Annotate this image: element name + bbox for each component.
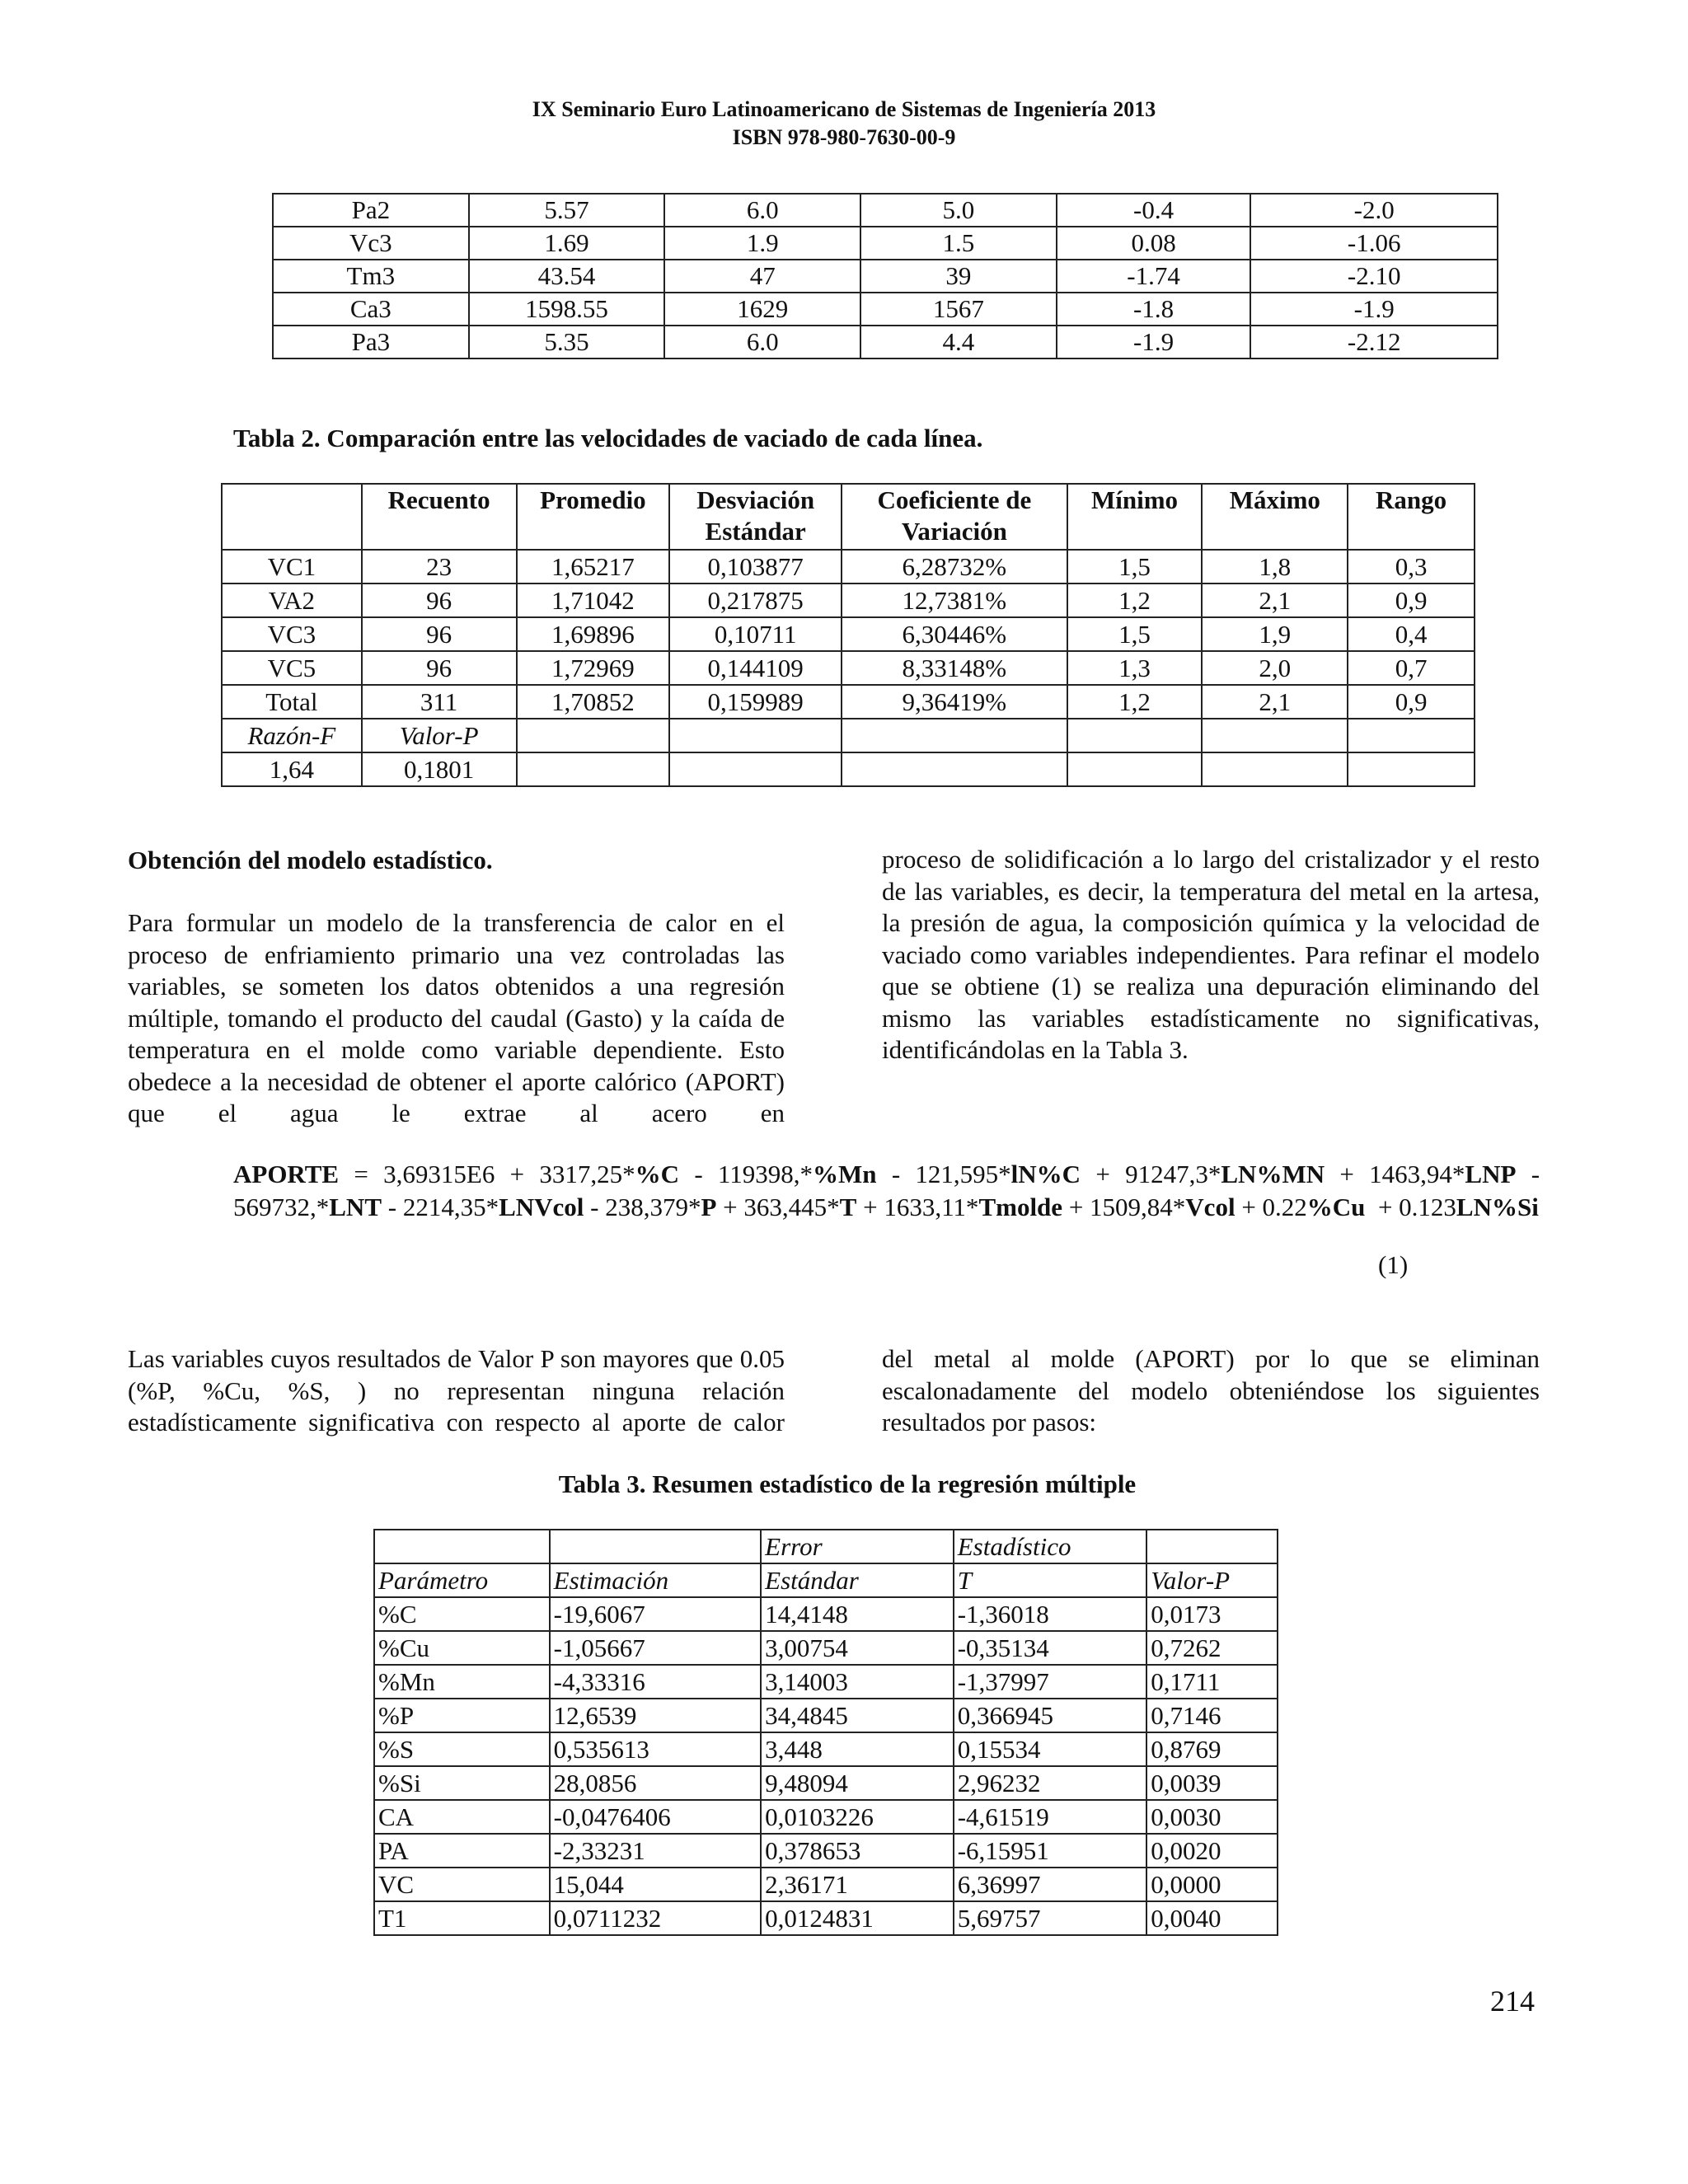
equation-term: Tmolde <box>978 1193 1063 1221</box>
column-header <box>550 1530 762 1563</box>
table-cell: 0,0030 <box>1146 1800 1278 1834</box>
table-cell: 0,9 <box>1348 583 1475 617</box>
empty-cell <box>842 719 1067 752</box>
equation-term: APORTE <box>233 1160 340 1188</box>
equation-term: LN%MN <box>1221 1160 1325 1188</box>
table-cell: -1.9 <box>1250 293 1498 326</box>
table-cell: 1,2 <box>1067 685 1203 719</box>
left-paragraph: Para formular un modelo de la transferencia de calor en el proceso de enfriamiento primario una vez controladas las variables, se someten los datos obtenidos a una regresión múltiple, tomando el producto del caudal (Gasto) y la caída de temperatura en el molde como variable dependiente. Esto obedece a la necesidad de obtener el aporte calórico (APORT) que el agua le extrae al acero en <box>128 908 785 1127</box>
table-cell: 1598.55 <box>469 293 665 326</box>
table-cell: -2.12 <box>1250 326 1498 359</box>
table-cell: 1,69896 <box>517 617 670 651</box>
table-row <box>222 583 1475 617</box>
equation-term: lN%C <box>1010 1160 1081 1188</box>
table-cell: 1,3 <box>1067 651 1203 685</box>
table-cell: CA <box>374 1800 550 1834</box>
column-header: Parámetro <box>374 1563 550 1597</box>
table-cell: 1,2 <box>1067 583 1203 617</box>
table-cell: 0,8769 <box>1146 1732 1278 1766</box>
p-value-value: 0,1801 <box>362 752 517 786</box>
table-cell: -19,6067 <box>550 1597 762 1631</box>
table-row <box>273 227 1498 260</box>
table-cell: 1,65217 <box>517 550 670 583</box>
column-header: Estimación <box>550 1563 762 1597</box>
table-cell: -4,61519 <box>954 1800 1147 1834</box>
table-cell: 1,9 <box>1202 617 1348 651</box>
table-cell: VC3 <box>222 617 362 651</box>
column-header: Mínimo <box>1067 484 1203 550</box>
table-cell: -1.06 <box>1250 227 1498 260</box>
table-cell: %C <box>374 1597 550 1631</box>
table-cell: 12,6539 <box>550 1699 762 1732</box>
table-cell: 43.54 <box>469 260 665 293</box>
equation-term: + 363,445* <box>716 1193 840 1221</box>
anova-value-row <box>222 752 1475 786</box>
table-cell: 15,044 <box>550 1868 762 1901</box>
table-cell: 1,70852 <box>517 685 670 719</box>
empty-cell <box>1067 752 1203 786</box>
table-cell: 1.5 <box>860 227 1057 260</box>
empty-cell <box>1202 752 1348 786</box>
table-cell: -6,15951 <box>954 1834 1147 1868</box>
equation-term: Vcol <box>1185 1193 1236 1221</box>
empty-cell <box>842 752 1067 786</box>
table-row <box>222 651 1475 685</box>
column-header: Máximo <box>1202 484 1348 550</box>
anova-label-row <box>222 719 1475 752</box>
table-cell: 0,0040 <box>1146 1901 1278 1935</box>
table-cell: 2,1 <box>1202 685 1348 719</box>
f-ratio-label: Razón-F <box>222 719 362 752</box>
column-header <box>222 484 362 550</box>
column-header: T <box>954 1563 1147 1597</box>
table-row <box>374 1800 1278 1834</box>
equation-text <box>233 1160 1546 1221</box>
table-cell: 1,71042 <box>517 583 670 617</box>
table-cell: 0,7146 <box>1146 1699 1278 1732</box>
table-row <box>273 194 1498 227</box>
isbn: ISBN 978-980-7630-00-9 <box>732 125 956 149</box>
table-row <box>374 1699 1278 1732</box>
table-cell: -1,36018 <box>954 1597 1147 1631</box>
table-row <box>273 326 1498 359</box>
empty-cell <box>517 719 670 752</box>
table-cell: 0,378653 <box>761 1834 954 1868</box>
right-paragraph-2: del metal al molde (APORT) por lo que se eliminan escalonadamente del modelo obteniéndose los siguientes resultados por pasos: <box>882 1344 1540 1436</box>
table-cell: -0.4 <box>1057 194 1251 227</box>
equation-term: %Cu <box>1306 1193 1366 1221</box>
equation-term: %C <box>635 1160 680 1188</box>
table-row <box>222 685 1475 719</box>
equation-1 <box>233 1158 1546 1224</box>
equation-term: LNT <box>329 1193 382 1221</box>
table-row <box>374 1868 1278 1901</box>
table-cell: 0,7262 <box>1146 1631 1278 1665</box>
table-cell: 0,7 <box>1348 651 1475 685</box>
table-cell: -2.10 <box>1250 260 1498 293</box>
table-cell: %Mn <box>374 1665 550 1699</box>
table-cell: 3,14003 <box>761 1665 954 1699</box>
table-cell: Tm3 <box>273 260 469 293</box>
table-cell: -0,0476406 <box>550 1800 762 1834</box>
table-cell: 23 <box>362 550 517 583</box>
table-cell: 96 <box>362 583 517 617</box>
table-cell: 0,0039 <box>1146 1766 1278 1800</box>
table-cell: -1.74 <box>1057 260 1251 293</box>
table-cell: 6,30446% <box>842 617 1067 651</box>
table-row <box>374 1834 1278 1868</box>
table-cell: 5.0 <box>860 194 1057 227</box>
table-cell: 0,144109 <box>669 651 842 685</box>
equation-term: - 569732,* <box>233 1160 1546 1221</box>
table-cell: 0,3 <box>1348 550 1475 583</box>
equation-term: + 1633,11* <box>856 1193 979 1221</box>
table-cell: 0,0000 <box>1146 1868 1278 1901</box>
table-cell: 1567 <box>860 293 1057 326</box>
table-cell: 3,00754 <box>761 1631 954 1665</box>
table-row <box>374 1732 1278 1766</box>
table-cell: 3,448 <box>761 1732 954 1766</box>
table-cell: -1,37997 <box>954 1665 1147 1699</box>
equation-term: %Mn <box>813 1160 877 1188</box>
empty-cell <box>1348 719 1475 752</box>
table-row <box>374 1665 1278 1699</box>
table-row <box>374 1597 1278 1631</box>
table-cell: 2,36171 <box>761 1868 954 1901</box>
column-header: Rango <box>1348 484 1475 550</box>
table-cell: 96 <box>362 617 517 651</box>
table-cell: 2,1 <box>1202 583 1348 617</box>
p-value-label: Valor-P <box>362 719 517 752</box>
table-cell: 34,4845 <box>761 1699 954 1732</box>
column-header: Valor-P <box>1146 1563 1278 1597</box>
table-cell: 0,10711 <box>669 617 842 651</box>
table-cell: 1,72969 <box>517 651 670 685</box>
table-cell: -1.8 <box>1057 293 1251 326</box>
table-cell: 2,0 <box>1202 651 1348 685</box>
table-cell: 47 <box>664 260 860 293</box>
table-cell: 0,0124831 <box>761 1901 954 1935</box>
table-row <box>273 260 1498 293</box>
equation-term: - 238,379* <box>584 1193 701 1221</box>
table-row <box>222 550 1475 583</box>
table-cell: -1.9 <box>1057 326 1251 359</box>
equation-term: P <box>701 1193 717 1221</box>
table-cell: VC <box>374 1868 550 1901</box>
table-cell: %Si <box>374 1766 550 1800</box>
table-row <box>273 293 1498 326</box>
f-ratio-value: 1,64 <box>222 752 362 786</box>
table-cell: Pa3 <box>273 326 469 359</box>
table-2 <box>221 483 1475 787</box>
left-paragraph-2: Las variables cuyos resultados de Valor P son mayores que 0.05 (%P, %Cu, %S, ) no representan ninguna relación estadísticamente significativa con respecto al aporte de calor <box>128 1344 785 1436</box>
table-cell: 6,36997 <box>954 1868 1147 1901</box>
header-row <box>374 1530 1278 1563</box>
empty-cell <box>669 719 842 752</box>
column-header: Error <box>761 1530 954 1563</box>
table-2-caption: Tabla 2. Comparación entre las velocidades de vaciado de cada línea. <box>233 424 983 452</box>
table-cell: -2.0 <box>1250 194 1498 227</box>
column-header: Desviación Estándar <box>669 484 842 550</box>
table-cell: %Cu <box>374 1631 550 1665</box>
table-cell: 0,0020 <box>1146 1834 1278 1868</box>
table-cell: 0,4 <box>1348 617 1475 651</box>
table-cell: 0,15534 <box>954 1732 1147 1766</box>
table-cell: 1,8 <box>1202 550 1348 583</box>
table-cell: T1 <box>374 1901 550 1935</box>
table-cell: 0,0173 <box>1146 1597 1278 1631</box>
table-cell: 12,7381% <box>842 583 1067 617</box>
table-cell: Ca3 <box>273 293 469 326</box>
table-cell: VA2 <box>222 583 362 617</box>
table-cell: %S <box>374 1732 550 1766</box>
equation-term: LNVcol <box>499 1193 584 1221</box>
section-title: Obtención del modelo estadístico. <box>128 846 493 874</box>
table-row <box>222 617 1475 651</box>
column-header: Promedio <box>517 484 670 550</box>
table-cell: -0,35134 <box>954 1631 1147 1665</box>
conference-title: IX Seminario Euro Latinoamericano de Sistemas de Ingeniería 2013 <box>532 97 1156 121</box>
table-cell: 0,0103226 <box>761 1800 954 1834</box>
column-header <box>374 1530 550 1563</box>
column-header: Estadístico <box>954 1530 1147 1563</box>
equation-term: LNP <box>1465 1160 1517 1188</box>
equation-term: - 121,595* <box>876 1160 1011 1188</box>
equation-term: + 0.123 <box>1365 1193 1456 1221</box>
equation-term: - 119398,* <box>679 1160 814 1188</box>
equation-term: + 1463,94* <box>1325 1160 1465 1188</box>
table-cell: 0.08 <box>1057 227 1251 260</box>
table-cell: Vc3 <box>273 227 469 260</box>
empty-cell <box>1348 752 1475 786</box>
table-cell: 1,5 <box>1067 617 1203 651</box>
table-row <box>374 1631 1278 1665</box>
table-cell: 0,535613 <box>550 1732 762 1766</box>
equation-number: (1) <box>1378 1250 1409 1279</box>
table-cell: 0,159989 <box>669 685 842 719</box>
table-cell: PA <box>374 1834 550 1868</box>
table-cell: 2,96232 <box>954 1766 1147 1800</box>
table-cell: 0,9 <box>1348 685 1475 719</box>
equation-term: T <box>839 1193 857 1221</box>
table-cell: %P <box>374 1699 550 1732</box>
equation-term: + 91247,3* <box>1081 1160 1221 1188</box>
equation-term: + 0.22 <box>1235 1193 1307 1221</box>
table-cell: 311 <box>362 685 517 719</box>
page-number: 214 <box>1490 1985 1535 2018</box>
equation-term: - 2214,35* <box>382 1193 499 1221</box>
table-cell: 28,0856 <box>550 1766 762 1800</box>
table-cell: 6,28732% <box>842 550 1067 583</box>
table-cell: Total <box>222 685 362 719</box>
table-cell: 1,5 <box>1067 550 1203 583</box>
table-cell: -4,33316 <box>550 1665 762 1699</box>
table-cell: 6.0 <box>664 194 860 227</box>
table-cell: 5,69757 <box>954 1901 1147 1935</box>
table-cell: 6.0 <box>664 326 860 359</box>
table-cell: 5.57 <box>469 194 665 227</box>
table-cell: 0,366945 <box>954 1699 1147 1732</box>
empty-cell <box>1202 719 1348 752</box>
table-cell: 9,48094 <box>761 1766 954 1800</box>
column-header: Coeficiente de Variación <box>842 484 1067 550</box>
equation-term: = 3,69315E6 + 3317,25* <box>339 1160 635 1188</box>
table-cell: VC5 <box>222 651 362 685</box>
column-header: Recuento <box>362 484 517 550</box>
empty-cell <box>669 752 842 786</box>
table-cell: 0,1711 <box>1146 1665 1278 1699</box>
table-cell: 96 <box>362 651 517 685</box>
equation-term: LN%Si <box>1456 1193 1539 1221</box>
header-row <box>374 1563 1278 1597</box>
table-cell: 1.69 <box>469 227 665 260</box>
table-3-caption: Tabla 3. Resumen estadístico de la regresión múltiple <box>558 1469 1137 1498</box>
table-cell: 14,4148 <box>761 1597 954 1631</box>
equation-term: + 1509,84* <box>1062 1193 1186 1221</box>
table-cell: -2,33231 <box>550 1834 762 1868</box>
table-row <box>374 1766 1278 1800</box>
empty-cell <box>517 752 670 786</box>
table-row <box>374 1901 1278 1935</box>
table-cell: 9,36419% <box>842 685 1067 719</box>
table-cell: 0,0711232 <box>550 1901 762 1935</box>
column-header <box>1146 1530 1278 1563</box>
table-cell: 4.4 <box>860 326 1057 359</box>
table-cell: -1,05667 <box>550 1631 762 1665</box>
table-cell: 5.35 <box>469 326 665 359</box>
table-1 <box>272 193 1498 359</box>
table-cell: 39 <box>860 260 1057 293</box>
right-paragraph: proceso de solidificación a lo largo del cristalizador y el resto de las variables, es decir, la temperatura del metal en la artesa, la presión de agua, la composición química y la velocidad de vaciado como variables independientes. Para refinar el modelo que se obtiene (1) se realiza una depuración eliminando del mismo las variables estadísticamente no significativas, identificándolas en la Tabla 3. <box>882 845 1540 1064</box>
column-header: Estándar <box>761 1563 954 1597</box>
table-cell: 1.9 <box>664 227 860 260</box>
table-cell: 8,33148% <box>842 651 1067 685</box>
table-cell: VC1 <box>222 550 362 583</box>
table-cell: 0,103877 <box>669 550 842 583</box>
table-cell: 1629 <box>664 293 860 326</box>
empty-cell <box>1067 719 1203 752</box>
table-cell: 0,217875 <box>669 583 842 617</box>
table-3 <box>373 1529 1278 1936</box>
table-cell: Pa2 <box>273 194 469 227</box>
